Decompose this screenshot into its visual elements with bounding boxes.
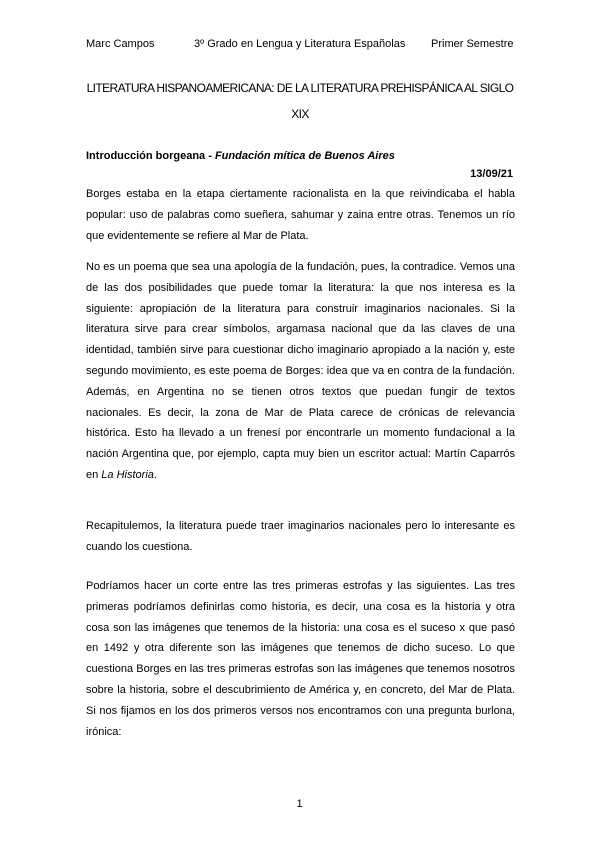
header-author: Marc Campos — [86, 38, 155, 50]
page-number: 1 — [296, 798, 303, 810]
paragraph-2-work-title: La Historia — [101, 468, 154, 481]
section-date: 13/09/21 — [470, 168, 513, 180]
paragraph-2 — [86, 257, 515, 486]
paragraph-1: Borges estaba en la etapa ciertamente racionalista en la que reivindicaba el habla popular: uso de palabras como sueñera, sahumar y zaina entre otras. Tenemos un río que evidentemente se refiere al Mar de Plata. — [86, 188, 515, 242]
header-term: Primer Semestre — [431, 38, 514, 50]
subheading-label: Introducción borgeana - — [86, 150, 215, 162]
paragraph-2-text: No es un poema que sea una apología de la fundación, pues, la contradice. Vemos una de las dos posibilidades que puede tomar la literatura: la que nos interesa es la siguiente: apropiación de la literatura para construir imaginarios nacionales. Si la literatura sirve para crear símbolos, argamasa nacional que da las claves de una identidad, también sirve para cuestionar dicho imaginario apropiado a la nación y, este segundo movimiento, es este poema de Borges: idea que va en contra de la fundación. Además, en Argentina no se tienen otros textos que puedan fungir de textos nacionales. Es decir, la zona de Mar de Plata carece de crónicas de relevancia histórica. Esto ha llevado a un frenesí por encontrarle un momento fundacional a la nación Argentina que, por ejemplo, capta muy bien un escritor actual: Martín Caparrós en — [86, 261, 515, 481]
document-title: LITERATURA HISPANOAMERICANA: DE LA LITERATURA PREHISPÁNICA AL SIGLO XIX — [86, 81, 514, 121]
paragraph-4: Podríamos hacer un corte entre las tres primeras estrofas y las siguientes. Las tres primeras podríamos definirlas como historia, es decir, una cosa es la historia y otra cosa son las imágenes que tenemos de la historia: una cosa es el suceso x que pasó en 1492 y otra diferente son las imágenes que tenemos de dicho suceso. Lo que cuestiona Borges en las tres primeras estrofas son las imágenes que tenemos nosotros sobre la historia, sobre el descubrimiento de América y, en concreto, del Mar de Plata. Si nos fijamos en los dos primeros versos nos encontramos con una pregunta burlona, irónica: — [86, 580, 515, 738]
section-subheading — [86, 150, 395, 162]
paragraph-3: Recapitulemos, la literatura puede traer imaginarios nacionales pero lo interesante es cuando los cuestiona. — [86, 520, 515, 553]
paragraph-2-end: . — [153, 468, 157, 481]
header-course: 3º Grado en Lengua y Literatura Españolas — [194, 38, 406, 50]
subheading-work-title: Fundación mítica de Buenos Aires — [214, 150, 395, 162]
